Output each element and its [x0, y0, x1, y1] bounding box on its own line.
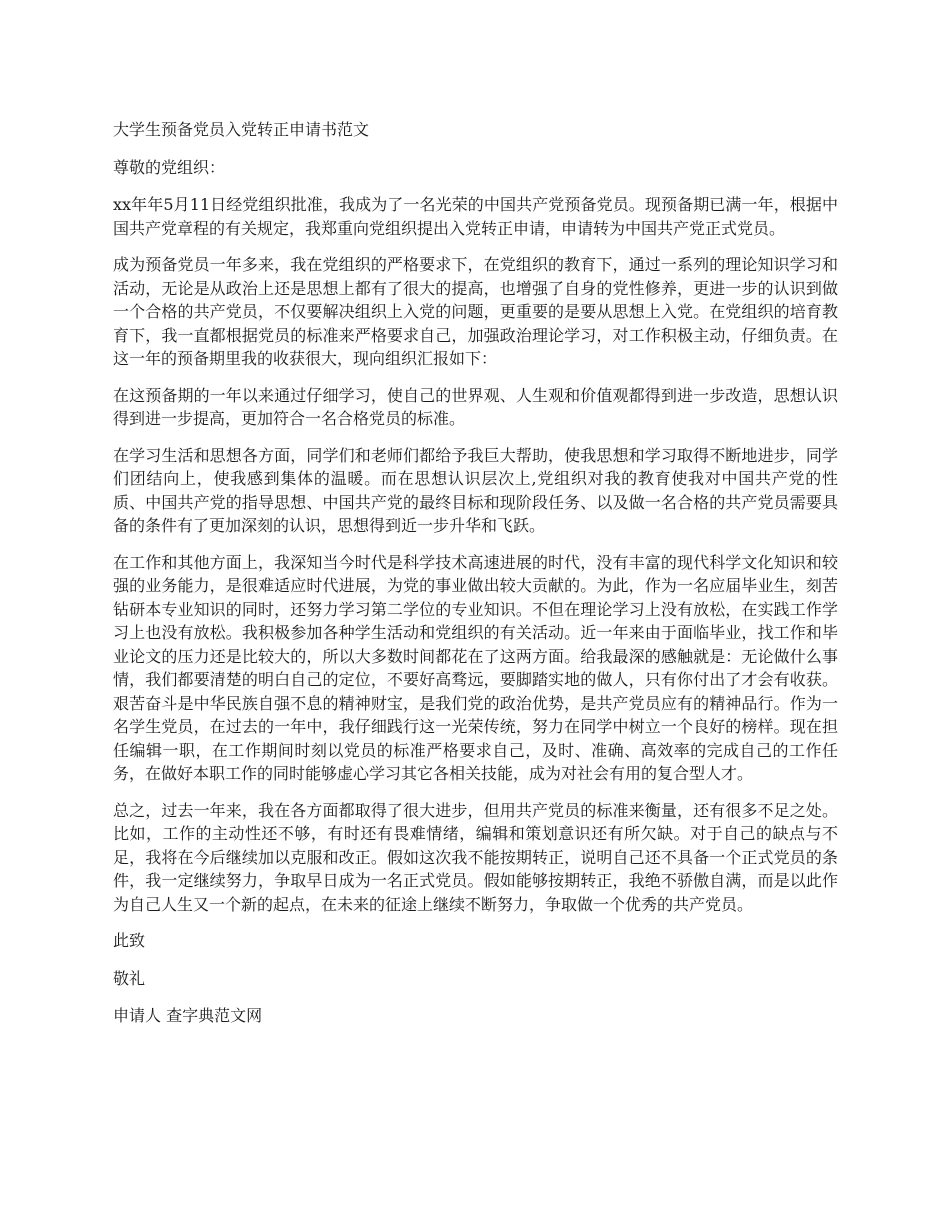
- body-paragraph: 成为预备党员一年多来，我在党组织的严格要求下，在党组织的教育下，通过一系列的理论知识学习和活动，无论是从政治上还是思想上都有了很大的提高，也增强了自身的党性修养，更进一步的认识到做一个合格的共产党员，不仅要解决组织上入党的问题，更重要的是要从思想上入党。在党组织的培育教育下，我一直都根据党员的标准来严格要求自己，加强政治理论学习，对工作积极主动，仔细负责。在这一年的预备期里我的收获很大，现向组织汇报如下：: [113, 255, 838, 368]
- body-paragraph: 在这预备期的一年以来通过仔细学习，使自己的世界观、人生观和价值观都得到进一步改造，思想认识得到进一步提高，更加符合一名合格党员的标准。: [113, 385, 838, 428]
- body-paragraph: 在学习生活和思想各方面，同学们和老师们都给予我巨大帮助，使我思想和学习取得不断地进步，同学们团结向上，使我感到集体的温暖。而在思想认识层次上,党组织对我的教育使我对中国共产党的性质、中国共产党的指导思想、中国共产党的最终目标和现阶段任务、以及做一名合格的共产党员需要具备的条件有了更加深刻的认识，思想得到近一步升华和飞跃。: [113, 445, 838, 535]
- document-page: [113, 118, 838, 1042]
- salutation: 尊敬的党组织：: [113, 157, 226, 177]
- body-paragraph: 总之，过去一年来，我在各方面都取得了很大进步，但用共产党员的标准来衡量，还有很多不足之处。比如，工作的主动性还不够，有时还有畏难情绪，编辑和策划意识还有所欠缺。对于自己的缺点与不足，我将在今后继续加以克服和改正。假如这次我不能按期转正，说明自己还不具备一个正式党员的条件，我一定继续努力，争取早日成为一名正式党员。假如能够按期转正，我绝不骄傲自满，而是以此作为自己人生又一个新的起点，在未来的征途上继续不断努力，争取做一个优秀的共产党员。: [113, 800, 838, 914]
- closing-line: 此致: [113, 931, 146, 950]
- body-paragraph: 在工作和其他方面上，我深知当今时代是科学技术高速进展的时代，没有丰富的现代科学文化知识和较强的业务能力，是很难适应时代进展，为党的事业做出较大贡献的。为此，作为一名应届毕业生，刻苦钻研本专业知识的同时，还努力学习第二学位的专业知识。不但在理论学习上没有放松，在实践工作学习上也没有放松。我积极参加各种学生活动和党组织的有关活动。近一年来由于面临毕业，找工作和毕业论文的压力还是比较大的，所以大多数时间都花在了这两方面。给我最深的感触就是：无论做什么事情，我们都要清楚的明白自己的定位，不要好高骛远，要脚踏实地的做人，只有你付出了才会有收获。艰苦奋斗是中华民族自强不息的精神财宝，是我们党的政治优势，是共产党员应有的精神品行。作为一名学生党员，在过去的一年中，我仔细践行这一光荣传统，努力在同学中树立一个良好的榜样。现在担任编辑一职，在工作期间时刻以党员的标准严格要求自己，及时、准确、高效率的完成自己的工作任务，在做好本职工作的同时能够虚心学习其它各相关技能，成为对社会有用的复合型人才。: [113, 552, 838, 783]
- document-title: 大学生预备党员入党转正申请书范文: [113, 120, 370, 139]
- closing-salute: 敬礼: [113, 968, 146, 988]
- body-paragraph: xx年年5月11日经党组织批准，我成为了一名光荣的中国共产党预备党员。现预备期已满一年，根据中国共产党章程的有关规定，我郑重向党组织提出入党转正申请，申请转为中国共产党正式党员。: [113, 195, 838, 238]
- signature: 申请人 查字典范文网: [113, 1006, 263, 1025]
